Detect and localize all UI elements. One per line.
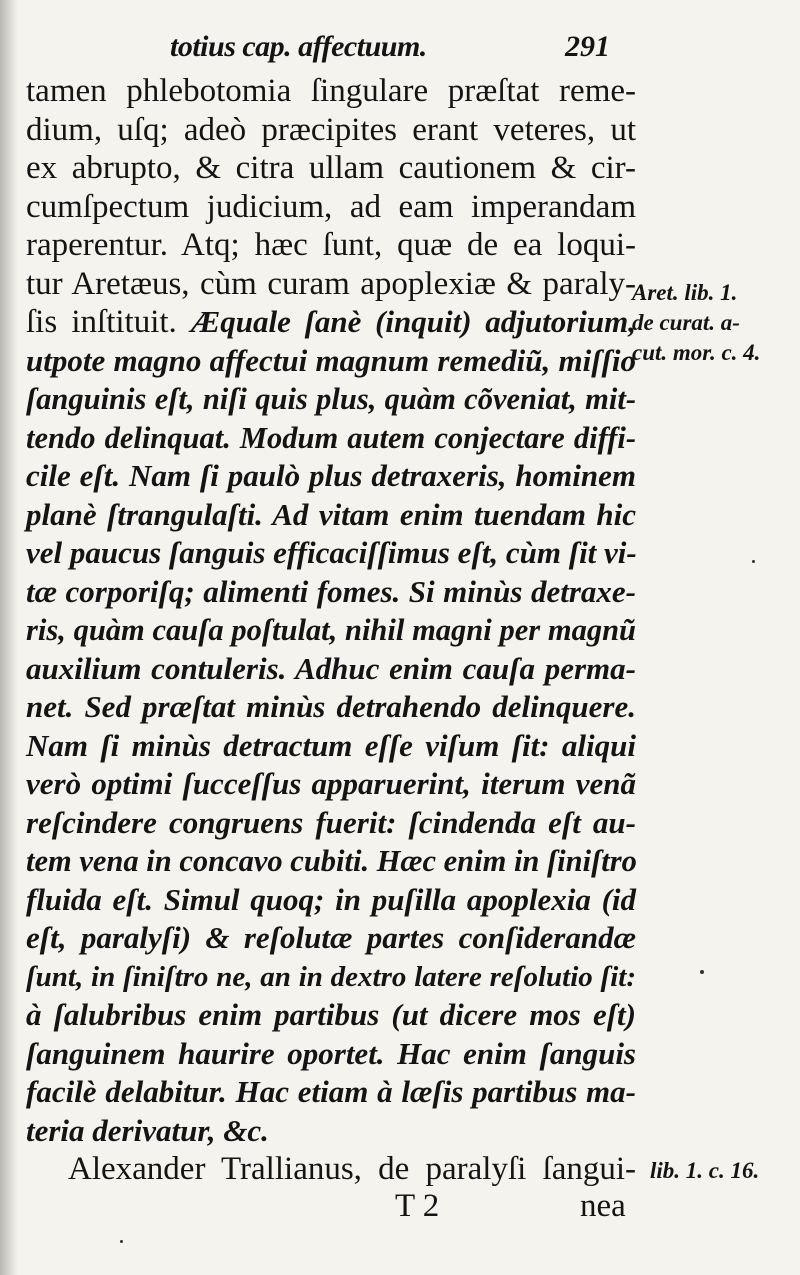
margin-note-line: de curat. a- bbox=[632, 310, 740, 335]
text-line: tendo delinquat. Modum autem conjectare diffi- bbox=[26, 420, 636, 455]
margin-note-line: cut. mor. c. 4. bbox=[632, 340, 761, 365]
text-line-italic-part: Æquale ſanè (inquit) adjutorium, bbox=[191, 304, 636, 339]
text-line: à ſalubribus enim partibus (ut dicere mos eſt) bbox=[26, 997, 636, 1032]
text-line-roman-part: ſis inſtituit. bbox=[26, 304, 191, 340]
margin-note-trallianus bbox=[650, 1156, 759, 1186]
text-line: Alexander Trallianus, de paralyſi ſangui- bbox=[68, 1151, 636, 1187]
text-line: ſanguinem haurire oportet. Hac enim ſanguis bbox=[26, 1035, 636, 1071]
text-line: raperentur. Atq; hæc ſunt, quæ de ea loqui- bbox=[26, 227, 636, 263]
page-header bbox=[0, 28, 800, 68]
margin-note-line: lib. 1. c. 16. bbox=[650, 1158, 760, 1183]
page-number: 291 bbox=[565, 30, 610, 63]
text-line: auxilium contuleris. Adhuc enim cauſa perma- bbox=[26, 650, 636, 686]
text-line: Nam ſi minùs detractum eſſe viſum ſit: aliqui bbox=[26, 727, 636, 763]
page-gutter-shadow bbox=[0, 0, 18, 1275]
text-line: tem vena in concavo cubiti. Hæc enim in ſiniſtro bbox=[26, 844, 637, 878]
text-line: utpote magno affectui magnum remediũ, miſſio bbox=[26, 342, 636, 378]
signature-mark: T 2 bbox=[395, 1188, 440, 1224]
text-line: ex abrupto, & citra ullam cautionem & cir- bbox=[26, 150, 636, 186]
text-line: cile eſt. Nam ſi paulò plus detraxeris, hominem bbox=[26, 458, 636, 493]
page-footer bbox=[0, 1188, 800, 1228]
margin-note-line: Aret. lib. 1. bbox=[632, 280, 738, 305]
running-head: totius cap. affectuum. bbox=[170, 30, 427, 63]
text-line: ſunt, in ſiniſtro ne, an in dextro latere reſolutio ſit: bbox=[26, 960, 636, 993]
margin-note-aretaeus bbox=[632, 278, 760, 368]
text-line: eſt, paralyſi) & reſolutæ partes conſiderandæ bbox=[26, 920, 636, 955]
text-line: ſanguinis eſt, niſi quis plus, quàm cõveniat, mit- bbox=[26, 382, 636, 416]
text-line: cumſpectum judicium, ad eam imperandam bbox=[26, 188, 636, 225]
ink-speck bbox=[120, 1240, 123, 1243]
text-line: fluida eſt. Simul quoq; in puſilla apoplexia (id bbox=[26, 881, 636, 917]
text-line: facilè delabitur. Hac etiam à læſis partibus ma- bbox=[26, 1074, 636, 1109]
text-line: verò optimi ſucceſſus apparuerint, iterum venã bbox=[26, 766, 636, 801]
text-line: tæ corporiſq; alimenti fomes. Si minùs detraxe- bbox=[26, 573, 636, 609]
main-text-block bbox=[26, 72, 636, 1189]
text-line: reſcindere congruens fuerit: ſcindenda eſt au- bbox=[26, 804, 636, 840]
text-line: ris, quàm cauſa poſtulat, nihil magni per magnũ bbox=[26, 613, 636, 647]
text-line: planè ſtrangulaſti. Ad vitam enim tuendam hic bbox=[26, 496, 636, 532]
ink-speck bbox=[700, 970, 704, 974]
catchword: nea bbox=[580, 1188, 626, 1224]
text-line: dium, uſq; adeò præcipites erant veteres, ut bbox=[26, 111, 636, 148]
text-line bbox=[26, 303, 636, 342]
text-line: vel paucus ſanguis efficaciſſimus eſt, cùm ſit vi- bbox=[26, 535, 637, 570]
text-line: net. Sed præſtat minùs detrahendo delinquere. bbox=[26, 689, 636, 724]
text-line: teria derivatur, &c. bbox=[26, 1112, 269, 1148]
ink-speck bbox=[752, 560, 755, 563]
text-line: tur Aretæus, cùm curam apoplexiæ & paraly- bbox=[26, 265, 636, 302]
text-line: tamen phlebotomia ſingulare præſtat reme- bbox=[26, 73, 636, 109]
